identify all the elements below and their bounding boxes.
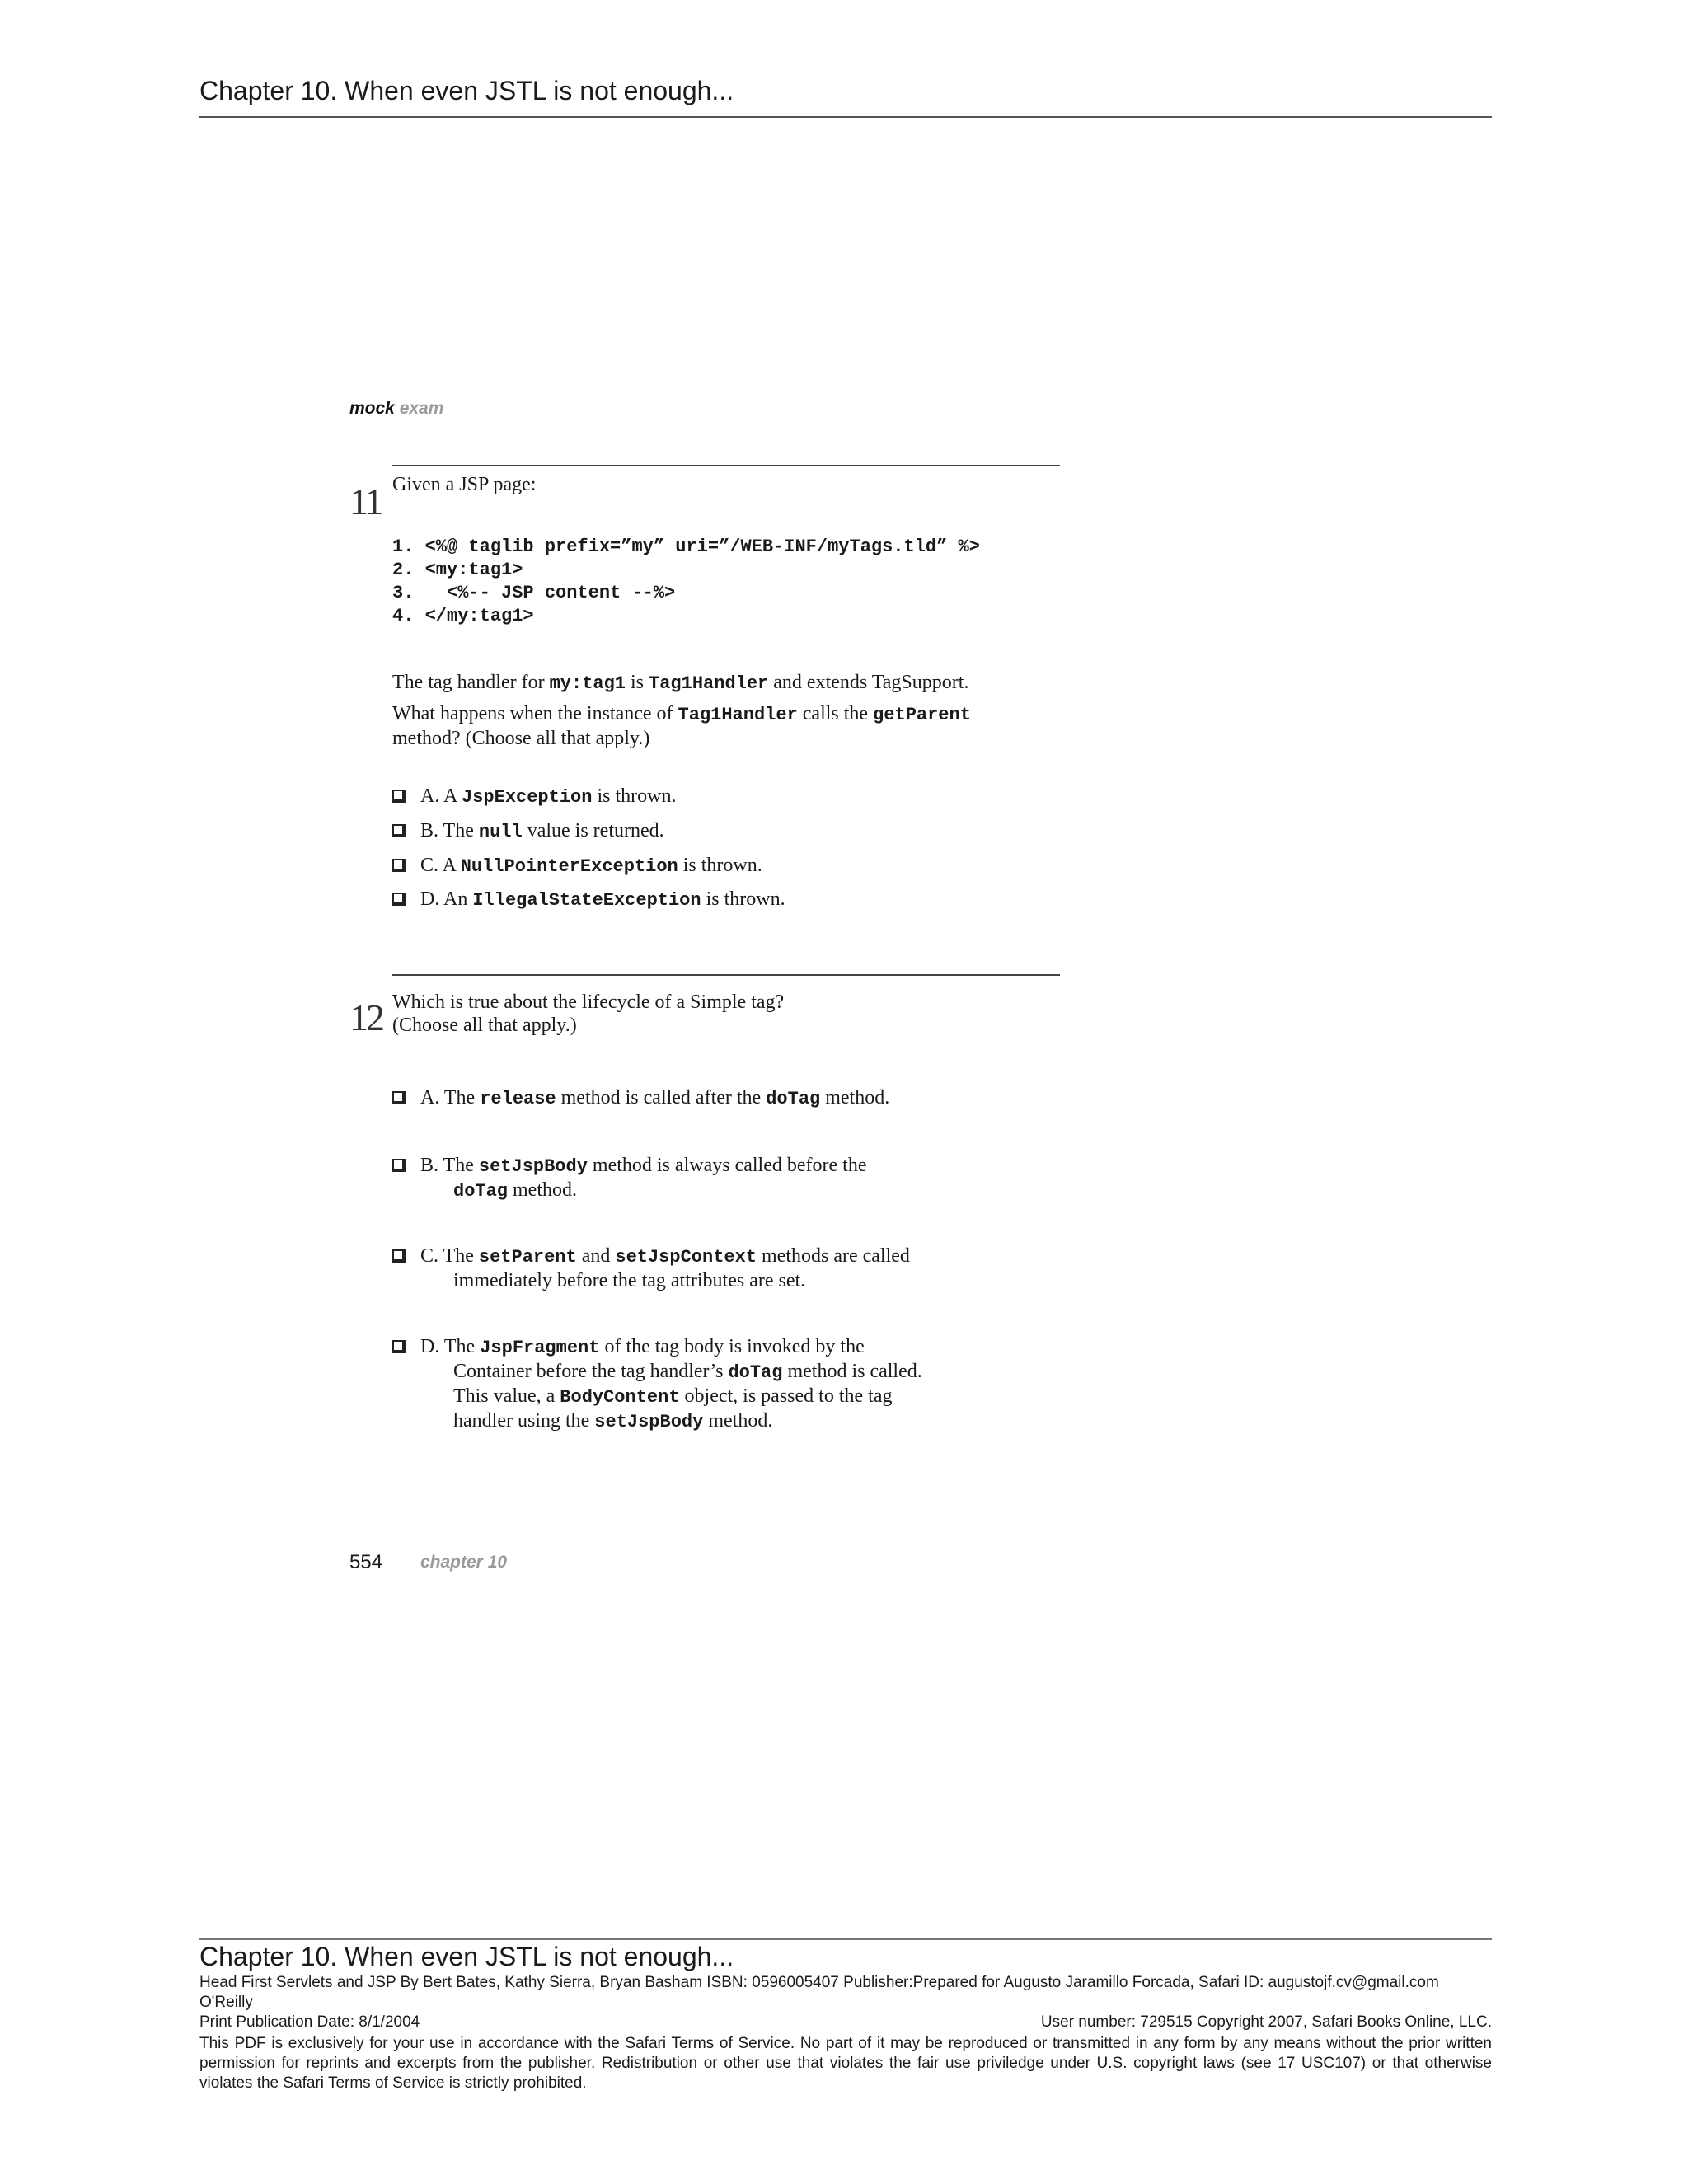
code-line-2: 2. <my:tag1> xyxy=(392,560,523,580)
question-11-paragraph-2: What happens when the instance of Tag1Handler calls the getParent method? (Choose all that apply.) xyxy=(392,703,971,749)
checkbox-icon[interactable] xyxy=(392,1159,406,1172)
page-header-title: Chapter 10. When even JSTL is not enough... xyxy=(199,76,734,105)
section-label-light: exam xyxy=(399,399,444,418)
question-11-number: 11 xyxy=(349,480,382,523)
question-11-option-b[interactable]: B. The null value is returned. xyxy=(392,819,664,844)
section-label-bold: mock xyxy=(349,399,395,418)
checkbox-icon[interactable] xyxy=(392,790,406,803)
checkbox-icon[interactable] xyxy=(392,893,406,906)
page-chapter-label: chapter 10 xyxy=(420,1553,508,1572)
footer-legal-notice: This PDF is exclusively for your use in accordance with the Safari Terms of Service. No part of it may be reproduced or transmitted in any form by any means without the prior written permission for reprints and excerpts from the publisher. Redistribution or other use that violates the fair use priviledge under U.S. copyright laws (see 17 USC107) or that otherwise violates the Safari Terms of Service is strictly prohibited. xyxy=(199,2035,1492,2092)
question-12-option-c[interactable]: C. The setParent and setJspContext methods are called immediately before the tag attributes are set. xyxy=(392,1244,910,1292)
footer-publisher: O'Reilly xyxy=(199,1994,253,2011)
question-11-divider xyxy=(392,465,1060,466)
question-11-option-a[interactable]: A. A JspException is thrown. xyxy=(392,785,676,809)
question-12-prompt: Which is true about the lifecycle of a Simple tag? (Choose all that apply.) xyxy=(392,991,785,1036)
checkbox-icon[interactable] xyxy=(392,859,406,872)
question-12-divider xyxy=(392,974,1060,976)
question-12-option-a[interactable]: A. The release method is called after the doTag method. xyxy=(392,1086,889,1111)
code-line-3: 3. <%-- JSP content --%> xyxy=(392,583,676,603)
code-line-4: 4. </my:tag1> xyxy=(392,606,534,626)
question-12-number: 12 xyxy=(349,996,382,1038)
footer-book-info: Head First Servlets and JSP By Bert Bates, Kathy Sierra, Bryan Basham ISBN: 0596005407 Publisher:Prepared for Augusto Jaramillo Forcada, Safari ID: augustojf.cv@gmail.com xyxy=(199,1974,1439,1991)
checkbox-icon[interactable] xyxy=(392,1091,406,1104)
question-11-paragraph-1: The tag handler for my:tag1 is Tag1Handler and extends TagSupport. xyxy=(392,672,969,694)
checkbox-icon[interactable] xyxy=(392,1340,406,1353)
footer-publication-date: Print Publication Date: 8/1/2004 xyxy=(199,2013,420,2031)
question-12-option-d[interactable]: D. The JspFragment of the tag body is invoked by the Container before the tag handler’s doTag method is called. This value, a BodyContent object, is passed to the tag handler using the setJspBody method. xyxy=(392,1335,922,1434)
header-divider xyxy=(199,116,1492,118)
checkbox-icon[interactable] xyxy=(392,1249,406,1263)
question-11-code-block xyxy=(392,536,980,628)
question-11-option-d[interactable]: D. An IllegalStateException is thrown. xyxy=(392,888,785,912)
footer-title: Chapter 10. When even JSTL is not enough... xyxy=(199,1942,734,1971)
footer-divider-top xyxy=(199,1938,1492,1940)
section-label xyxy=(349,399,443,419)
code-line-1: 1. <%@ taglib prefix=”my” uri=”/WEB-INF/myTags.tld” %> xyxy=(392,537,980,557)
question-11-prompt: Given a JSP page: xyxy=(392,474,537,495)
question-11-option-c[interactable]: C. A NullPointerException is thrown. xyxy=(392,854,762,879)
question-12-option-b[interactable]: B. The setJspBody method is always called before the doTag method. xyxy=(392,1154,866,1203)
checkbox-icon[interactable] xyxy=(392,824,406,837)
page-number: 554 xyxy=(349,1551,383,1573)
footer-user-number: User number: 729515 Copyright 2007, Safari Books Online, LLC. xyxy=(1040,2013,1492,2031)
